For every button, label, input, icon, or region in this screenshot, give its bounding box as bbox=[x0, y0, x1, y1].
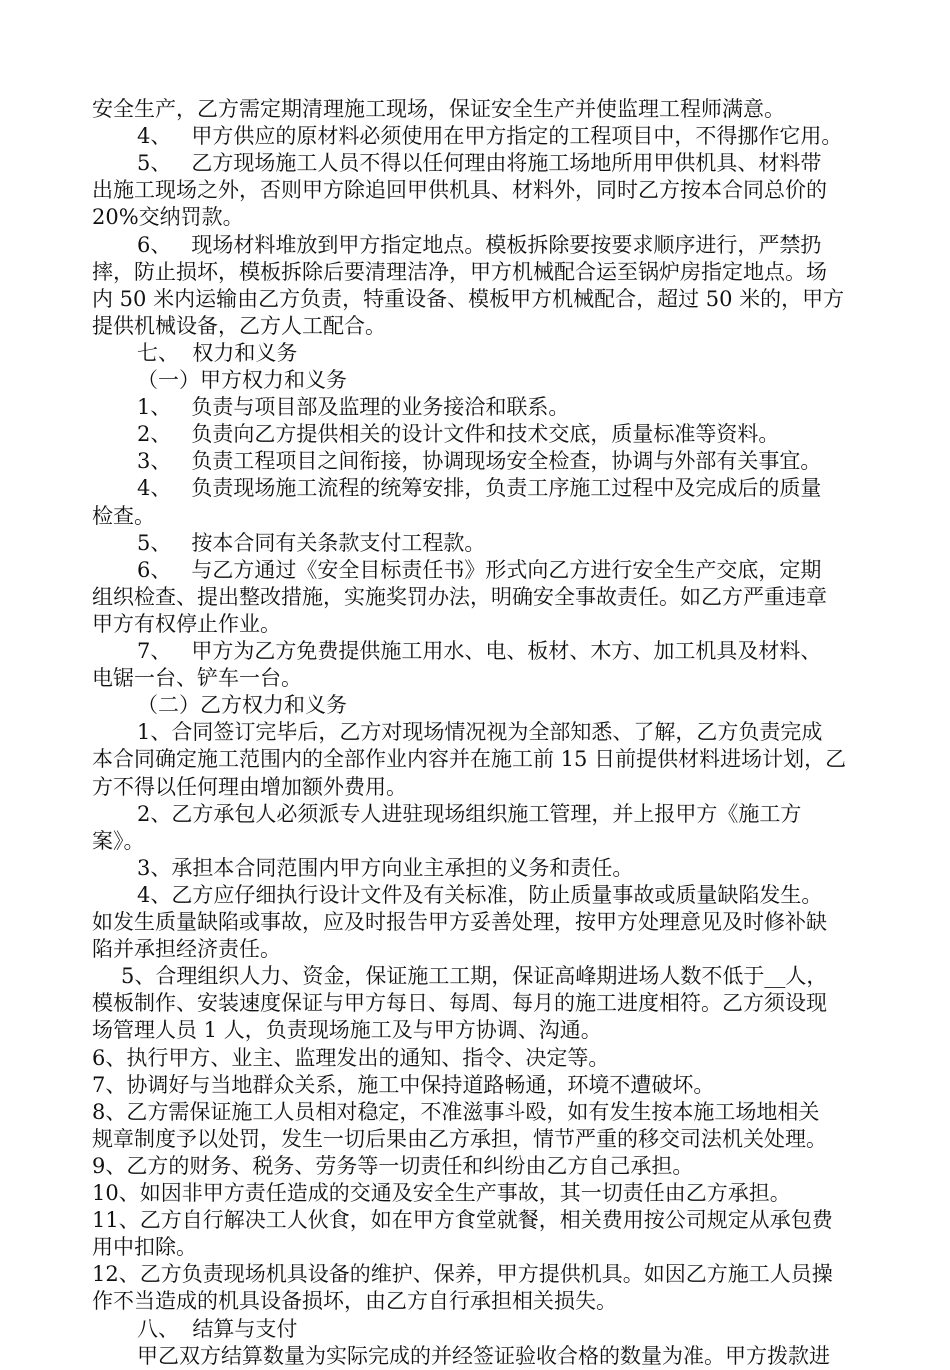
text-line: 作不当造成的机具设备损坏，由乙方自行承担相关损失。 bbox=[92, 1289, 617, 1314]
text-line: 甲方有权停止作业。 bbox=[92, 611, 281, 636]
text-line: 检查。 bbox=[92, 503, 155, 528]
text-line: 方不得以任何理由增加额外费用。 bbox=[92, 774, 407, 799]
text-line: 7、 甲方为乙方免费提供施工用水、电、板材、木方、加工机具及材料、 bbox=[137, 639, 822, 663]
text-line: 内 50 米内运输由乙方负责，特重设备、模板甲方机械配合，超过 50 米的，甲方 bbox=[92, 286, 845, 311]
text-line: 提供机械设备，乙方人工配合。 bbox=[92, 313, 386, 338]
text-line: 1、合同签订完毕后，乙方对现场情况视为全部知悉、了解，乙方负责完成 bbox=[137, 720, 823, 745]
text-line: 模板制作、安装速度保证与甲方每日、每周、每月的施工进度相符。乙方须设现 bbox=[92, 991, 827, 1016]
text-line: 8、乙方需保证施工人员相对稳定，不准滋事斗殴，如有发生按本施工场地相关 bbox=[92, 1099, 820, 1124]
text-line: 12、乙方负责现场机具设备的维护、保养，甲方提供机具。如因乙方施工人员操 bbox=[92, 1262, 833, 1287]
text-line: 4、乙方应仔细执行设计文件及有关标准，防止质量事故或质量缺陷发生。 bbox=[137, 882, 823, 907]
text-line: 安全生产，乙方需定期清理施工现场，保证安全生产并使监理工程师满意。 bbox=[92, 97, 785, 121]
text-line: 用中扣除。 bbox=[92, 1235, 197, 1260]
text-line: 电锯一台、铲车一台。 bbox=[92, 666, 302, 691]
text-line: 场管理人员 1 人，负责现场施工及与甲方协调、沟通。 bbox=[92, 1018, 602, 1043]
text-line: 7、协调好与当地群众关系，施工中保持道路畅通，环境不遭破坏。 bbox=[92, 1072, 715, 1097]
text-line: 八、 结算与支付 bbox=[137, 1316, 298, 1341]
text-line: 6、 现场材料堆放到甲方指定地点。模板拆除要按要求顺序进行，严禁扔 bbox=[137, 232, 822, 257]
text-line: 出施工现场之外，否则甲方除追回甲供机具、材料外，同时乙方按本合同总价的 bbox=[92, 178, 827, 203]
text-line: 摔，防止损坏，模板拆除后要清理洁净，甲方机械配合运至锅炉房指定地点。场 bbox=[92, 259, 827, 284]
text-line: 4、 甲方供应的原材料必须使用在甲方指定的工程项目中，不得挪作它用。 bbox=[137, 124, 843, 149]
text-line: 如发生质量缺陷或事故，应及时报告甲方妥善处理，按甲方处理意见及时修补缺 bbox=[92, 910, 827, 934]
text-line: 9、乙方的财务、税务、劳务等一切责任和纠纷由乙方自己承担。 bbox=[92, 1153, 694, 1178]
text-line: 5、 乙方现场施工人员不得以任何理由将施工场地所用甲供机具、材料带 bbox=[137, 151, 822, 176]
text-line: 4、 负责现场施工流程的统筹安排，负责工序施工过程中及完成后的质量 bbox=[137, 476, 822, 501]
text-line: 陷并承担经济责任。 bbox=[92, 937, 281, 962]
text-line: 3、 负责工程项目之间衔接，协调现场安全检查，协调与外部有关事宜。 bbox=[137, 449, 822, 474]
text-line: 七、 权力和义务 bbox=[137, 340, 298, 365]
text-line: （二）乙方权力和义务 bbox=[137, 693, 347, 718]
text-line: 10、如因非甲方责任造成的交通及安全生产事故，其一切责任由乙方承担。 bbox=[92, 1181, 791, 1205]
text-line: （一）甲方权力和义务 bbox=[137, 368, 347, 392]
text-line: 规章制度予以处罚，发生一切后果由乙方承担，情节严重的移交司法机关处理。 bbox=[92, 1126, 827, 1151]
text-line: 本合同确定施工范围内的全部作业内容并在施工前 15 日前提供材料进场计划，乙 bbox=[92, 747, 847, 772]
text-line: 6、执行甲方、业主、监理发出的通知、指令、决定等。 bbox=[92, 1045, 610, 1070]
text-line: 1、 负责与项目部及监理的业务接洽和联系。 bbox=[137, 395, 570, 420]
text-line: 2、 负责向乙方提供相关的设计文件和技术交底，质量标准等资料。 bbox=[137, 422, 780, 447]
text-line: 案》。 bbox=[92, 828, 145, 853]
text-line: 2、乙方承包人必须派专人进驻现场组织施工管理，并上报甲方《施工方 bbox=[137, 801, 802, 826]
text-line: 组织检查、提出整改措施，实施奖罚办法，明确安全事故责任。如乙方严重违章 bbox=[92, 584, 827, 609]
text-line: 5、 按本合同有关条款支付工程款。 bbox=[137, 530, 486, 555]
text-line: 20%交纳罚款。 bbox=[92, 205, 244, 230]
text-line: 甲乙双方结算数量为实际完成的并经签证验收合格的数量为准。甲方拨款进 bbox=[137, 1343, 830, 1368]
text-line: 5、合理组织人力、资金，保证施工工期，保证高峰期进场人数不低于__人， bbox=[121, 964, 828, 989]
text-line: 11、乙方自行解决工人伙食，如在甲方食堂就餐，相关费用按公司规定从承包费 bbox=[92, 1208, 833, 1233]
text-line: 6、 与乙方通过《安全目标责任书》形式向乙方进行安全生产交底，定期 bbox=[137, 557, 822, 582]
text-line: 3、承担本合同范围内甲方向业主承担的义务和责任。 bbox=[137, 855, 634, 880]
